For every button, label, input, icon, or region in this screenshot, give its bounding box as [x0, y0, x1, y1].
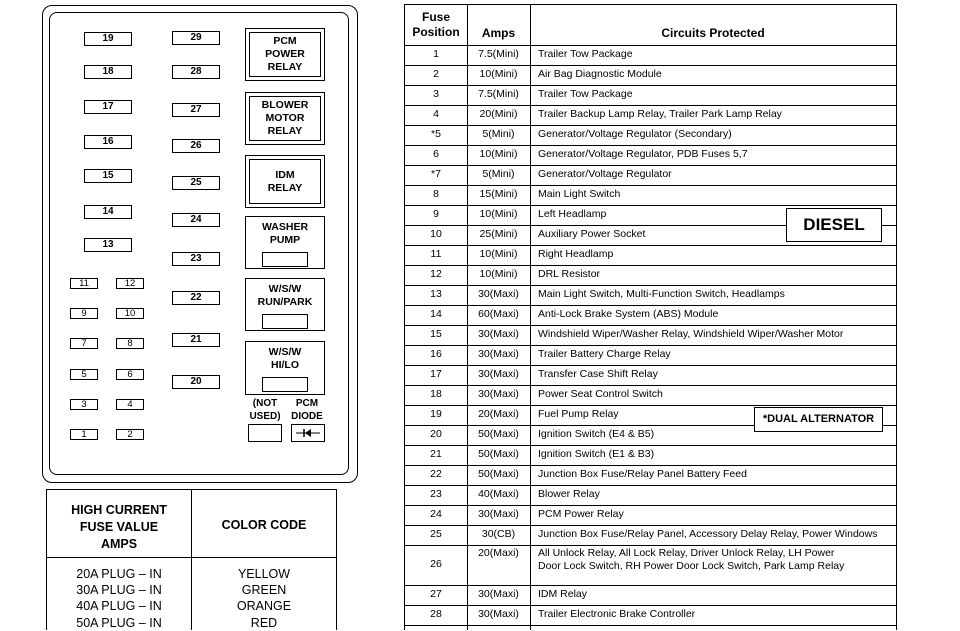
fuse-position-cell: 20 — [430, 428, 442, 440]
fuse-circuit-cell: DRL Resistor — [538, 268, 601, 280]
fuse-table-row — [405, 365, 896, 385]
color-code-value: 30A PLUG – IN — [76, 583, 162, 597]
fuse-table-row — [405, 85, 896, 105]
diesel-label: DIESEL — [786, 208, 882, 242]
fuse-slot-24: 24 — [172, 213, 220, 227]
fuse-amps-cell: 5(Mini) — [482, 128, 515, 140]
fuse-table — [404, 4, 897, 630]
fuse-slot-6: 6 — [116, 369, 144, 380]
dual-alternator-label: *DUAL ALTERNATOR — [754, 407, 883, 432]
fuse-amps-cell: 20(Maxi) — [478, 408, 519, 420]
fuse-position-cell: 4 — [433, 108, 439, 120]
fuse-table-row — [405, 45, 896, 65]
relay-wsw-run-park — [245, 278, 325, 331]
fuse-circuit-cell: Fuel Pump Relay — [538, 408, 619, 420]
fuse-position-cell: 3 — [433, 88, 439, 100]
fuse-slot-1: 1 — [70, 429, 98, 440]
relay-pcm-power — [245, 28, 325, 81]
fuse-circuit-cell: Windshield Wiper/Washer Relay, Windshield Wiper/Washer Motor — [538, 328, 844, 340]
fuse-slot-4: 4 — [116, 399, 144, 410]
fuse-table-row — [405, 445, 896, 465]
fuse-amps-cell: 15(Mini) — [479, 188, 518, 200]
fuse-slot-21: 21 — [172, 333, 220, 347]
fuse-position-cell: 17 — [430, 368, 442, 380]
fuse-slot-25: 25 — [172, 176, 220, 190]
fuse-circuit-cell: Left Headlamp — [538, 208, 607, 220]
fuse-amps-cell: 30(Maxi) — [478, 508, 519, 520]
fuse-position-cell: 9 — [433, 208, 439, 220]
fuse-table-row — [405, 105, 896, 125]
fuse-amps-cell: 30(Maxi) — [478, 348, 519, 360]
fuse-slot-11: 11 — [70, 278, 98, 289]
fuse-circuit-cell: Air Bag Diagnostic Module — [538, 68, 662, 80]
fuse-slot-17: 17 — [84, 100, 132, 114]
fuse-table-row — [405, 585, 896, 605]
fuse-slot-23: 23 — [172, 252, 220, 266]
fuse-circuit-cell: Trailer Tow Package — [538, 48, 633, 60]
relay-wsw-hi-lo-label: W/S/W HI/LO — [268, 346, 302, 371]
fuse-circuit-cell: Main Light Switch, Multi-Function Switch, Headlamps — [538, 288, 785, 300]
relay-wsw-hi-lo — [245, 341, 325, 395]
color-code-header-rule — [47, 557, 336, 558]
color-code-value: 40A PLUG – IN — [76, 599, 162, 613]
fuse-position-cell: 22 — [430, 468, 442, 480]
fuse-circuit-cell: Junction Box Fuse/Relay Panel Battery Feed — [538, 468, 747, 480]
fuse-position-cell: 11 — [430, 248, 442, 260]
fuse-slot-5: 5 — [70, 369, 98, 380]
fuse-position-cell: 21 — [430, 448, 442, 460]
diode-icon — [292, 425, 324, 441]
fuse-table-row — [405, 345, 896, 365]
fuse-position-cell: 10 — [430, 228, 442, 240]
fuse-slot-27: 27 — [172, 103, 220, 117]
fuse-amps-cell: 7.5(Mini) — [478, 88, 519, 100]
fuse-table-header-position: Fuse Position — [412, 10, 460, 39]
fuse-table-row — [405, 545, 896, 585]
fuse-amps-cell: 30(Maxi) — [478, 288, 519, 300]
fuse-circuit-cell: Junction Box Fuse/Relay Panel, Accessory Delay Relay, Power Windows — [538, 528, 878, 540]
fuse-circuit-cell: Right Headlamp — [538, 248, 614, 260]
fuse-slot-9: 9 — [70, 308, 98, 319]
fuse-slot-7: 7 — [70, 338, 98, 349]
relay-blower-motor-label: BLOWER MOTOR RELAY — [249, 96, 321, 141]
color-code-color: GREEN — [241, 583, 287, 597]
relay-washer-pump-label: WASHER PUMP — [261, 221, 309, 246]
color-code-color: ORANGE — [236, 599, 292, 613]
fuse-position-cell: 14 — [430, 308, 442, 320]
fuse-position-cell: *7 — [431, 168, 441, 180]
fuse-table-row — [405, 125, 896, 145]
fuse-table-row — [405, 145, 896, 165]
fuse-circuit-cell: Generator/Voltage Regulator, PDB Fuses 5,7 — [538, 148, 748, 160]
pcm-diode-label: PCM DIODE — [291, 398, 323, 422]
fuse-table-row — [405, 165, 896, 185]
fuse-circuit-cell: Trailer Electronic Brake Controller — [538, 608, 696, 620]
fuse-amps-cell: 30(Maxi) — [478, 368, 519, 380]
fuse-slot-16: 16 — [84, 135, 132, 149]
fuse-slot-2: 2 — [116, 429, 144, 440]
fuse-table-row — [405, 465, 896, 485]
fuse-amps-cell: 10(Mini) — [479, 268, 518, 280]
color-code-color: YELLOW — [237, 567, 291, 581]
fuse-table-row — [405, 325, 896, 345]
fuse-position-cell: 8 — [433, 188, 439, 200]
fuse-table-row — [405, 525, 896, 545]
fuse-table-row — [405, 385, 896, 405]
fuse-position-cell: 2 — [433, 68, 439, 80]
fuse-table-row — [405, 305, 896, 325]
fuse-slot-20: 20 — [172, 375, 220, 389]
fuse-amps-cell: 10(Mini) — [479, 248, 518, 260]
fuse-amps-cell: 5(Mini) — [482, 168, 515, 180]
fuse-position-cell: 16 — [430, 348, 442, 360]
fuse-slot-22: 22 — [172, 291, 220, 305]
fuse-circuit-cell: Generator/Voltage Regulator (Secondary) — [538, 128, 732, 140]
fuse-circuit-cell: Transfer Case Shift Relay — [538, 368, 658, 380]
fuse-amps-cell: 30(Maxi) — [478, 608, 519, 620]
fuse-circuit-cell: Power Seat Control Switch — [538, 388, 663, 400]
fuse-circuit-cell: Blower Relay — [538, 488, 600, 500]
fuse-slot-28: 28 — [172, 65, 220, 79]
fuse-slot-10: 10 — [116, 308, 144, 319]
fuse-table-header-circuits: Circuits Protected — [661, 25, 765, 40]
color-code-value: 50A PLUG – IN — [76, 616, 162, 630]
relay-pcm-power-label: PCM POWER RELAY — [249, 32, 321, 77]
relay-washer-pump — [245, 216, 325, 269]
fuse-amps-cell: 40(Maxi) — [478, 488, 519, 500]
fuse-position-cell: 25 — [430, 528, 442, 540]
fuse-amps-cell: 7.5(Mini) — [478, 48, 519, 60]
fuse-position-cell: 23 — [430, 488, 442, 500]
color-code-table — [46, 489, 337, 630]
fuse-circuit-cell: Generator/Voltage Regulator — [538, 168, 672, 180]
fuse-amps-cell: 20(Maxi) — [478, 547, 519, 559]
relay-idm — [245, 155, 325, 208]
fuse-amps-cell: 30(Maxi) — [478, 328, 519, 340]
relay-wsw-run-park-socket — [262, 314, 308, 329]
fuse-circuit-cell: Ignition Switch (E1 & B3) — [538, 448, 655, 460]
fuse-circuit-cell: Auxiliary Power Socket — [538, 228, 646, 240]
fuse-amps-cell: 50(Maxi) — [478, 448, 519, 460]
relay-washer-pump-socket — [262, 252, 308, 267]
fuse-circuit-cell: Main Light Switch — [538, 188, 621, 200]
fuse-slot-18: 18 — [84, 65, 132, 79]
fuse-position-cell: 12 — [430, 268, 442, 280]
fuse-position-cell: 19 — [430, 408, 442, 420]
fuse-circuit-cell: PCM Power Relay — [538, 508, 624, 520]
fuse-circuit-cell: Trailer Backup Lamp Relay, Trailer Park Lamp Relay — [538, 108, 782, 120]
fuse-amps-cell: 30(Maxi) — [478, 588, 519, 600]
fuse-amps-cell: 10(Mini) — [479, 148, 518, 160]
fuse-slot-29: 29 — [172, 31, 220, 45]
pcm-diode-slot — [291, 424, 325, 442]
color-code-value: 20A PLUG – IN — [76, 567, 162, 581]
fuse-position-cell: 28 — [430, 608, 442, 620]
relay-idm-label: IDM RELAY — [249, 159, 321, 204]
fuse-slot-13: 13 — [84, 238, 132, 252]
fuse-table-rule — [405, 625, 896, 626]
fuse-circuit-cell: IDM Relay — [538, 588, 588, 600]
color-code-header-color: COLOR CODE — [221, 518, 307, 532]
not-used-label: (NOT USED) — [249, 398, 281, 422]
fuse-position-cell: 18 — [430, 388, 442, 400]
fuse-slot-26: 26 — [172, 139, 220, 153]
fuse-circuit-cell: Trailer Tow Package — [538, 88, 633, 100]
fuse-circuit-cell: Anti-Lock Brake System (ABS) Module — [538, 308, 719, 320]
fuse-position-cell: 27 — [430, 588, 442, 600]
fuse-circuit-cell: Trailer Battery Charge Relay — [538, 348, 671, 360]
relay-blower-motor — [245, 92, 325, 145]
fuse-table-row — [405, 485, 896, 505]
fuse-position-cell: 24 — [430, 508, 442, 520]
fuse-slot-14: 14 — [84, 205, 132, 219]
fuse-table-row — [405, 185, 896, 205]
fuse-amps-cell: 30(Maxi) — [478, 388, 519, 400]
fuse-table-row — [405, 245, 896, 265]
fuse-table-header-amps: Amps — [481, 25, 516, 40]
fuse-amps-cell: 25(Mini) — [479, 228, 518, 240]
fuse-circuit-cell: All Unlock Relay, All Lock Relay, Driver Unlock Relay, LH Power Door Lock Switch, RH Power Door Lock Switch, Park Lamp Relay — [538, 547, 845, 572]
color-code-color: RED — [250, 616, 278, 630]
fuse-position-cell: 1 — [433, 48, 439, 60]
fuse-amps-cell: 10(Mini) — [479, 68, 518, 80]
fuse-slot-12: 12 — [116, 278, 144, 289]
fuse-slot-3: 3 — [70, 399, 98, 410]
fuse-position-cell: 15 — [430, 328, 442, 340]
color-code-header-value: HIGH CURRENT FUSE VALUE AMPS — [71, 503, 167, 551]
fuse-slot-15: 15 — [84, 169, 132, 183]
fuse-slot-8: 8 — [116, 338, 144, 349]
fuse-amps-cell: 10(Mini) — [479, 208, 518, 220]
fuse-amps-cell: 30(CB) — [481, 528, 516, 540]
fuse-table-row — [405, 505, 896, 525]
fuse-position-cell: 13 — [430, 288, 442, 300]
fuse-table-row — [405, 285, 896, 305]
fuse-position-cell: *5 — [431, 128, 441, 140]
fuse-position-cell: 26 — [430, 558, 442, 570]
fuse-amps-cell: 20(Mini) — [479, 108, 518, 120]
relay-wsw-hi-lo-socket — [262, 377, 308, 392]
fuse-table-row — [405, 265, 896, 285]
fuse-amps-cell: 50(Maxi) — [478, 468, 519, 480]
fuse-table-row — [405, 65, 896, 85]
fuse-amps-cell: 50(Maxi) — [478, 428, 519, 440]
relay-wsw-run-park-label: W/S/W RUN/PARK — [257, 283, 313, 308]
fuse-slot-19: 19 — [84, 32, 132, 46]
fuse-circuit-cell: Ignition Switch (E4 & B5) — [538, 428, 655, 440]
not-used-slot — [248, 424, 282, 442]
fuse-table-row — [405, 605, 896, 625]
fuse-position-cell: 6 — [433, 148, 439, 160]
fuse-amps-cell: 60(Maxi) — [478, 308, 519, 320]
